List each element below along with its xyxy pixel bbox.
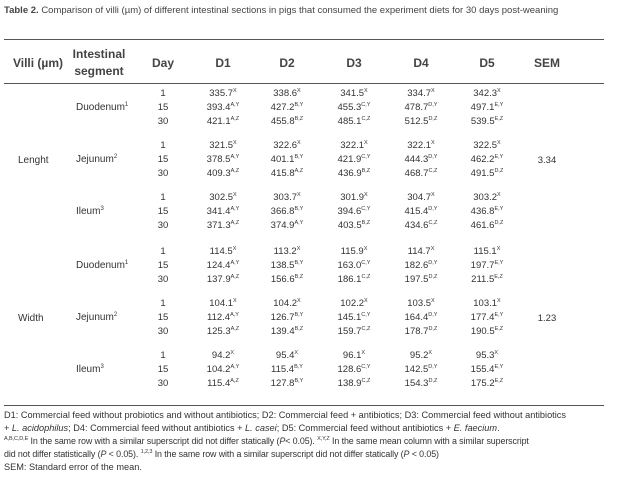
value-cell: $304.7^X$ (407, 192, 435, 203)
header-d3: D3 (346, 56, 362, 70)
value-cell: $138.5^{B,Y}$ (270, 260, 304, 271)
header-segment-line2: segment (74, 64, 124, 78)
value-cell: $113.2^X$ (273, 246, 301, 257)
header-d1: D1 (215, 56, 231, 70)
value-cell: $338.6^X$ (273, 88, 301, 99)
value-cell: $104.1^X$ (209, 298, 237, 309)
value-cell: $175.2^{E,Z}$ (470, 378, 504, 389)
value-cell: $444.3^{D,Y}$ (404, 154, 438, 165)
value-cell: $322.1^X$ (340, 140, 368, 151)
header-villi: Villi (µm) (12, 56, 64, 70)
value-cell: $114.5^X$ (209, 246, 237, 257)
sem-value: 1.23 (537, 313, 557, 324)
value-cell: $112.4^{A,Y}$ (207, 312, 239, 323)
value-cell: $211.5^{E,Z}$ (471, 274, 503, 285)
day-cell: 15 (157, 154, 169, 165)
bottom-rule (4, 405, 604, 406)
day-cell: 15 (157, 260, 169, 271)
value-cell: $374.9^{A,Y}$ (270, 220, 304, 231)
footnote-diets-1: D1: Commercial feed without probiotics and without antibiotics; D2: Commercial feed + antibiotics; D3: Commercial feed without antibiotics (4, 410, 566, 420)
value-cell: $104.2^X$ (273, 298, 301, 309)
day-cell: 30 (157, 116, 169, 127)
footnote-significance-2: did not differ statistically (P < 0.05). $^{1,2,3}$ In the same row with a similar superscript did not differ statically (P < 0.05) (4, 449, 439, 459)
value-cell: $127.8^{B,Y}$ (270, 378, 304, 389)
value-cell: $455.8^{B,Z}$ (270, 116, 304, 127)
value-cell: $421.9^{C,Y}$ (337, 154, 371, 165)
segment-label: Ileum$^3$ (76, 206, 104, 217)
value-cell: $124.4^{A,Y}$ (206, 260, 240, 271)
value-cell: $197.5^{D,Z}$ (404, 274, 438, 285)
value-cell: $461.6^{D,Z}$ (470, 220, 504, 231)
segment-label: Duodenum$^1$ (76, 260, 129, 271)
value-cell: $138.9^{C,Z}$ (337, 378, 371, 389)
segment-label: Ileum$^3$ (76, 364, 104, 375)
day-cell: 1 (160, 140, 166, 151)
value-cell: $462.2^{E,Y}$ (470, 154, 504, 165)
footnote-significance-1: $^{A,B,C,D,E}$ In the same row with a similar superscript did not differ statically (P< 0.05). $^{X,Y,Z}$ In the same mean column with a similar superscript (4, 436, 529, 446)
value-cell: $394.6^{C,Y}$ (337, 206, 371, 217)
value-cell: $154.3^{D,Z}$ (404, 378, 438, 389)
value-cell: $478.7^{D,Y}$ (404, 102, 438, 113)
header-day: Day (151, 56, 174, 70)
day-cell: 1 (160, 350, 166, 361)
value-cell: $115.4^{B,Y}$ (271, 364, 303, 375)
day-cell: 15 (157, 102, 169, 113)
value-cell: $95.4^X$ (275, 350, 299, 361)
day-cell: 1 (160, 246, 166, 257)
value-cell: $197.7^{E,Y}$ (470, 260, 504, 271)
value-cell: $163.0^{C,Y}$ (337, 260, 371, 271)
value-cell: $491.5^{D,Z}$ (470, 168, 504, 179)
day-cell: 15 (157, 206, 169, 217)
value-cell: $409.3^{A,Z}$ (206, 168, 240, 179)
value-cell: $415.8^{A,Z}$ (270, 168, 304, 179)
value-cell: $371.3^{A,Z}$ (206, 220, 240, 231)
day-cell: 15 (157, 364, 169, 375)
value-cell: $341.4^{A,Y}$ (206, 206, 240, 217)
day-cell: 15 (157, 312, 169, 323)
header-d4: D4 (413, 56, 429, 70)
header-sem: SEM (533, 56, 560, 70)
value-cell: $303.7^X$ (273, 192, 301, 203)
villi-label: Width (18, 313, 44, 324)
value-cell: $103.1^X$ (473, 298, 501, 309)
value-cell: $115.9^X$ (340, 246, 368, 257)
value-cell: $302.5^X$ (209, 192, 237, 203)
footnote-diets-2: + L. acidophilus; D4: Commercial feed without antibiotics + L. casei; D5: Commercial feed without antibiotics + E. faecium. (4, 423, 500, 433)
value-cell: $393.4^{A,Y}$ (206, 102, 240, 113)
table-caption-text: Comparison of villi (µm) of different intestinal sections in pigs that consumed the experiment diets for 30 days post-weaning (41, 5, 559, 16)
day-cell: 1 (160, 298, 166, 309)
value-cell: $342.3^X$ (473, 88, 501, 99)
value-cell: $468.7^{C,Z}$ (404, 168, 438, 179)
value-cell: $155.4^{E,Y}$ (470, 364, 504, 375)
value-cell: $485.1^{C,Z}$ (337, 116, 371, 127)
day-cell: 1 (160, 88, 166, 99)
value-cell: $115.4^{A,Z}$ (207, 378, 239, 389)
value-cell: $366.8^{B,Y}$ (270, 206, 304, 217)
day-cell: 30 (157, 168, 169, 179)
value-cell: $96.1^X$ (342, 350, 366, 361)
header-d2: D2 (279, 56, 295, 70)
day-cell: 30 (157, 220, 169, 231)
value-cell: $334.7^X$ (407, 88, 435, 99)
segment-label: Duodenum$^1$ (76, 102, 129, 113)
value-cell: $434.6^{C,Z}$ (404, 220, 438, 231)
segment-label: Jejunum$^2$ (76, 312, 118, 323)
table-caption (4, 5, 604, 16)
value-cell: $401.1^{B,Y}$ (270, 154, 304, 165)
value-cell: $455.3^{C,Y}$ (337, 102, 371, 113)
value-cell: $321.5^X$ (209, 140, 237, 151)
value-cell: $95.2^X$ (409, 350, 433, 361)
value-cell: $125.3^{A,Z}$ (206, 326, 240, 337)
value-cell: $142.5^{D,Y}$ (404, 364, 438, 375)
value-cell: $322.6^X$ (273, 140, 301, 151)
value-cell: $403.5^{B,Z}$ (337, 220, 371, 231)
value-cell: $539.5^{E,Z}$ (470, 116, 504, 127)
value-cell: $95.3^X$ (475, 350, 499, 361)
day-cell: 30 (157, 274, 169, 285)
value-cell: $301.9^X$ (340, 192, 368, 203)
value-cell: $177.4^{E,Y}$ (470, 312, 504, 323)
value-cell: $94.2^X$ (211, 350, 235, 361)
value-cell: $427.2^{B,Y}$ (270, 102, 304, 113)
value-cell: $164.4^{D,Y}$ (404, 312, 438, 323)
value-cell: $156.6^{B,Z}$ (270, 274, 304, 285)
value-cell: $415.4^{D,Y}$ (404, 206, 438, 217)
sem-value: 3.34 (537, 155, 557, 166)
value-cell: $436.9^{B,Z}$ (337, 168, 371, 179)
header-segment-line1: Intestinal (72, 47, 126, 61)
header-rule (4, 83, 604, 84)
value-cell: $137.9^{A,Z}$ (206, 274, 240, 285)
day-cell: 30 (157, 378, 169, 389)
value-cell: $512.5^{D,Z}$ (404, 116, 438, 127)
value-cell: $178.7^{D,Z}$ (404, 326, 438, 337)
footnote-sem: SEM: Standard error of the mean. (4, 462, 142, 472)
segment-label: Jejunum$^2$ (76, 154, 118, 165)
value-cell: $322.1^X$ (407, 140, 435, 151)
villi-label: Lenght (18, 155, 49, 166)
value-cell: $104.2^{A,Y}$ (206, 364, 240, 375)
value-cell: $421.1^{A,Z}$ (206, 116, 240, 127)
value-cell: $341.5^X$ (340, 88, 368, 99)
value-cell: $103.5^X$ (407, 298, 435, 309)
value-cell: $186.1^{C,Z}$ (337, 274, 371, 285)
value-cell: $102.2^X$ (340, 298, 368, 309)
day-cell: 30 (157, 326, 169, 337)
value-cell: $126.7^{B,Y}$ (270, 312, 304, 323)
value-cell: $303.2^X$ (473, 192, 501, 203)
value-cell: $436.8^{E,Y}$ (470, 206, 504, 217)
value-cell: $114.7^X$ (407, 246, 435, 257)
value-cell: $182.6^{D,Y}$ (404, 260, 438, 271)
value-cell: $190.5^{E,Z}$ (470, 326, 504, 337)
value-cell: $128.6^{C,Y}$ (337, 364, 371, 375)
value-cell: $378.5^{A,Y}$ (206, 154, 240, 165)
value-cell: $145.1^{C,Y}$ (337, 312, 371, 323)
table-caption-label: Table 2. (4, 5, 39, 16)
value-cell: $115.1^X$ (473, 246, 501, 257)
value-cell: $335.7^X$ (209, 88, 237, 99)
header-d5: D5 (479, 56, 495, 70)
top-rule (4, 39, 604, 40)
day-cell: 1 (160, 192, 166, 203)
value-cell: $497.1^{E,Y}$ (470, 102, 504, 113)
value-cell: $322.5^X$ (473, 140, 501, 151)
value-cell: $159.7^{C,Z}$ (337, 326, 371, 337)
value-cell: $139.4^{B,Z}$ (270, 326, 304, 337)
